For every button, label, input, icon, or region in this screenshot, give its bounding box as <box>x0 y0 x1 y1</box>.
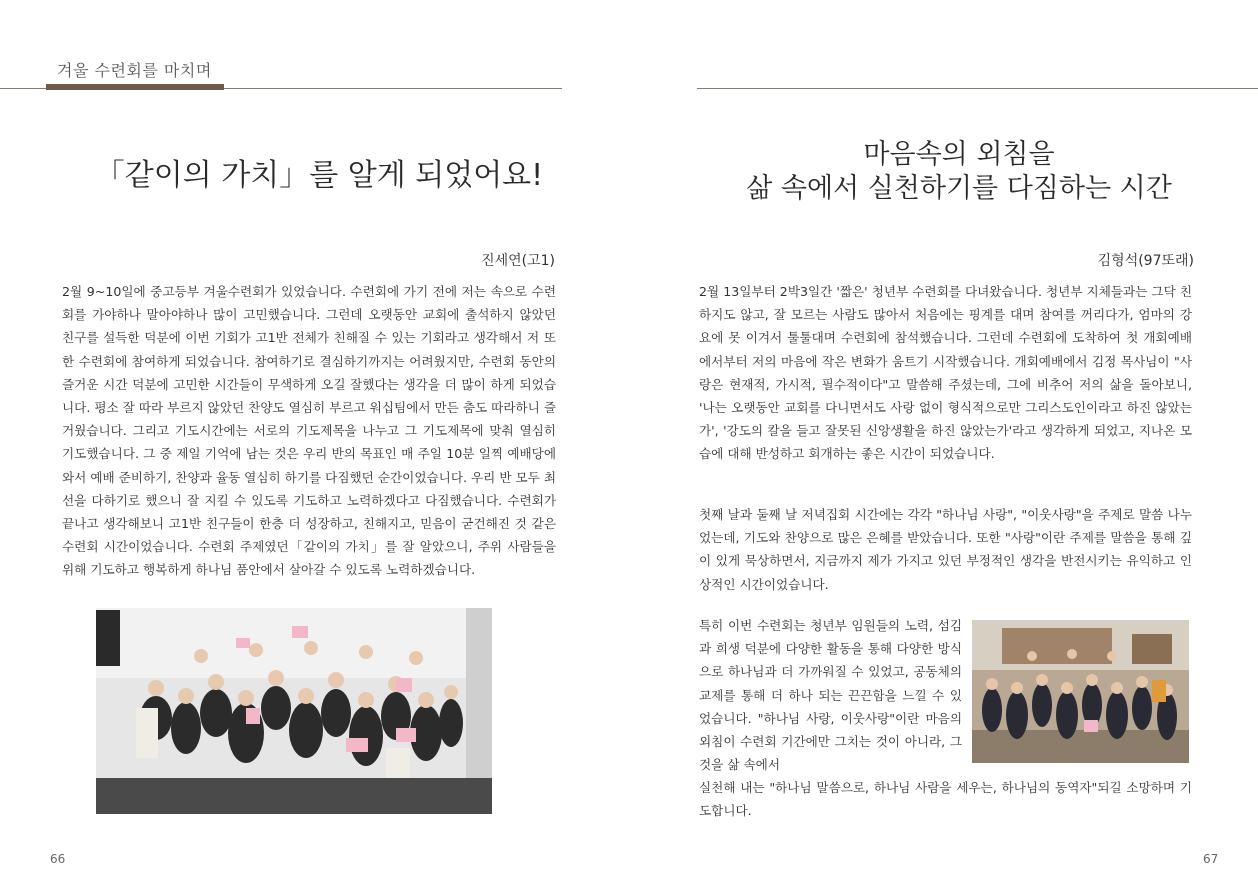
group-photo-young-adults-retreat <box>972 620 1189 763</box>
author-name: 진세연(고1) <box>481 253 555 269</box>
author-name: 김형석(97또래) <box>1097 253 1194 269</box>
paragraph-1: 2월 13일부터 2박3일간 '짧은' 청년부 수련회를 다녀왔습니다. 청년부 지체들과는 그닥 친하지도 않고, 잘 모르는 사람도 많아서 처음에는 핑계를 대며 참여를 꺼리다가, 엄마의 강요에 못 이겨서 툴툴대며 수련회에 참석했습니다. 그런데 수련회에 도착하여 첫 개회예배에서부터 저의 마음에 작은 변화가 움트기 시작했습니다. 개회예배에서 김정 목사님이 "사랑은 현재적, 가시적, 필수적이다"고 말씀해 주셨는데, 그에 비추어 저의 삶을 돌아보니, '나는 오랫동안 교회를 다니면서도 사랑 없이 형식적으로만 그리스도인이라고 하진 않았는가', '강도의 칼을 들고 잘못된 신앙생활을 하진 않았는가'라고 생각하게 되었고, 지나온 모습에 대해 반성하고 회개하는 좋은 시간이 되었습니다. <box>699 284 1192 462</box>
paragraph-4: 실천해 내는 "하나님 말씀으로, 하나님 사람을 세우는, 하나님의 동역자"되길 소망하며 기도합니다. <box>699 780 1192 819</box>
article-body: 2월 9~10일에 중고등부 겨울수련회가 있었습니다. 수련회에 가기 전에 저는 속으로 수련회를 가야하나 말아야하나 많이 고민했습니다. 그런데 오랫동안 교회에 출석하지 않았던 친구를 설득한 덕분에 이번 기회가 고1반 전체가 친해질 수 있는 기회라고 생각해서 저 또한 수련회에 참여하게 되었습니다. 참여하기로 결심하기까지는 어려웠지만, 수련회 동안의 즐거운 시간 덕분에 고민한 시간들이 무색하게 오길 잘했다는 생각을 더 많이 하게 되었습니다. 평소 잘 따라 부르지 않았던 찬양도 열심히 부르고 워십팀에서 만든 춤도 따라하니 즐거웠습니다. 그리고 기도시간에는 서로의 기도제목을 나누고 그 기도제목에 맞춰 열심히 기도했습니다. 그 중 제일 기억에 남는 것은 우리 반의 목표인 매 주일 10분 일찍 예배당에 와서 예배 준비하기, 찬양과 율동 열심히 하기를 다짐했던 순간이었습니다. 우리 반 모두 최선을 다하기로 했으니 잘 지킬 수 있도록 기도하고 노력하겠다고 다짐했습니다. 수련회가 끝나고 생각해보니 고1반 친구들이 한층 더 성장하고, 친해지고, 믿음이 굳건해진 것 같은 수련회 시간이었습니다. 수련회 주제였던「같이의 가치」를 잘 알았으니, 주위 사람들을 위해 기도하고 행복하게 하나님 품안에서 살아갈 수 있도록 노력하겠습니다. <box>62 284 557 578</box>
paragraph-3: 특히 이번 수련회는 청년부 임원들의 노력, 섬김과 희생 덕분에 다양한 활동을 통해 다양한 방식으로 하나님과 더 가까워질 수 있었고, 공동체의 교제를 통해 더 하나 되는 끈끈함을 느낄 수 있었습니다. "하나님 사랑, 이웃사랑"이란 마음의 외침이 수련회 기간에만 그치는 것이 아니라, 그것을 삶 속에서 <box>699 618 962 773</box>
page-number: 67 <box>1203 852 1219 866</box>
article-title <box>709 138 1209 206</box>
page-number: 66 <box>50 852 66 866</box>
header-accent-bar <box>46 84 224 90</box>
section-label: 겨울 수련회를 마치며 <box>57 61 212 80</box>
header-rule <box>697 88 1258 89</box>
title-line-1: 마음속의 외침을 <box>863 139 1055 170</box>
article-title: 「같이의 가치」를 알게 되었어요! <box>94 158 544 193</box>
group-photo-youth-retreat <box>96 608 492 814</box>
paragraph-2: 첫째 날과 둘째 날 저녁집회 시간에는 각각 "하나님 사랑", "이웃사랑"을 주제로 말씀 나누었는데, 기도와 찬양으로 많은 은혜를 받았습니다. 또한 "사랑"이란 주제를 말씀을 통해 깊이 있게 묵상하면서, 지금까지 제가 가지고 있던 부정적인 생각을 반전시키는 유익하고 인상적인 시간이었습니다. <box>699 507 1192 592</box>
title-line-2: 삶 속에서 실천하기를 다짐하는 시간 <box>746 173 1172 204</box>
right-page <box>629 0 1258 892</box>
